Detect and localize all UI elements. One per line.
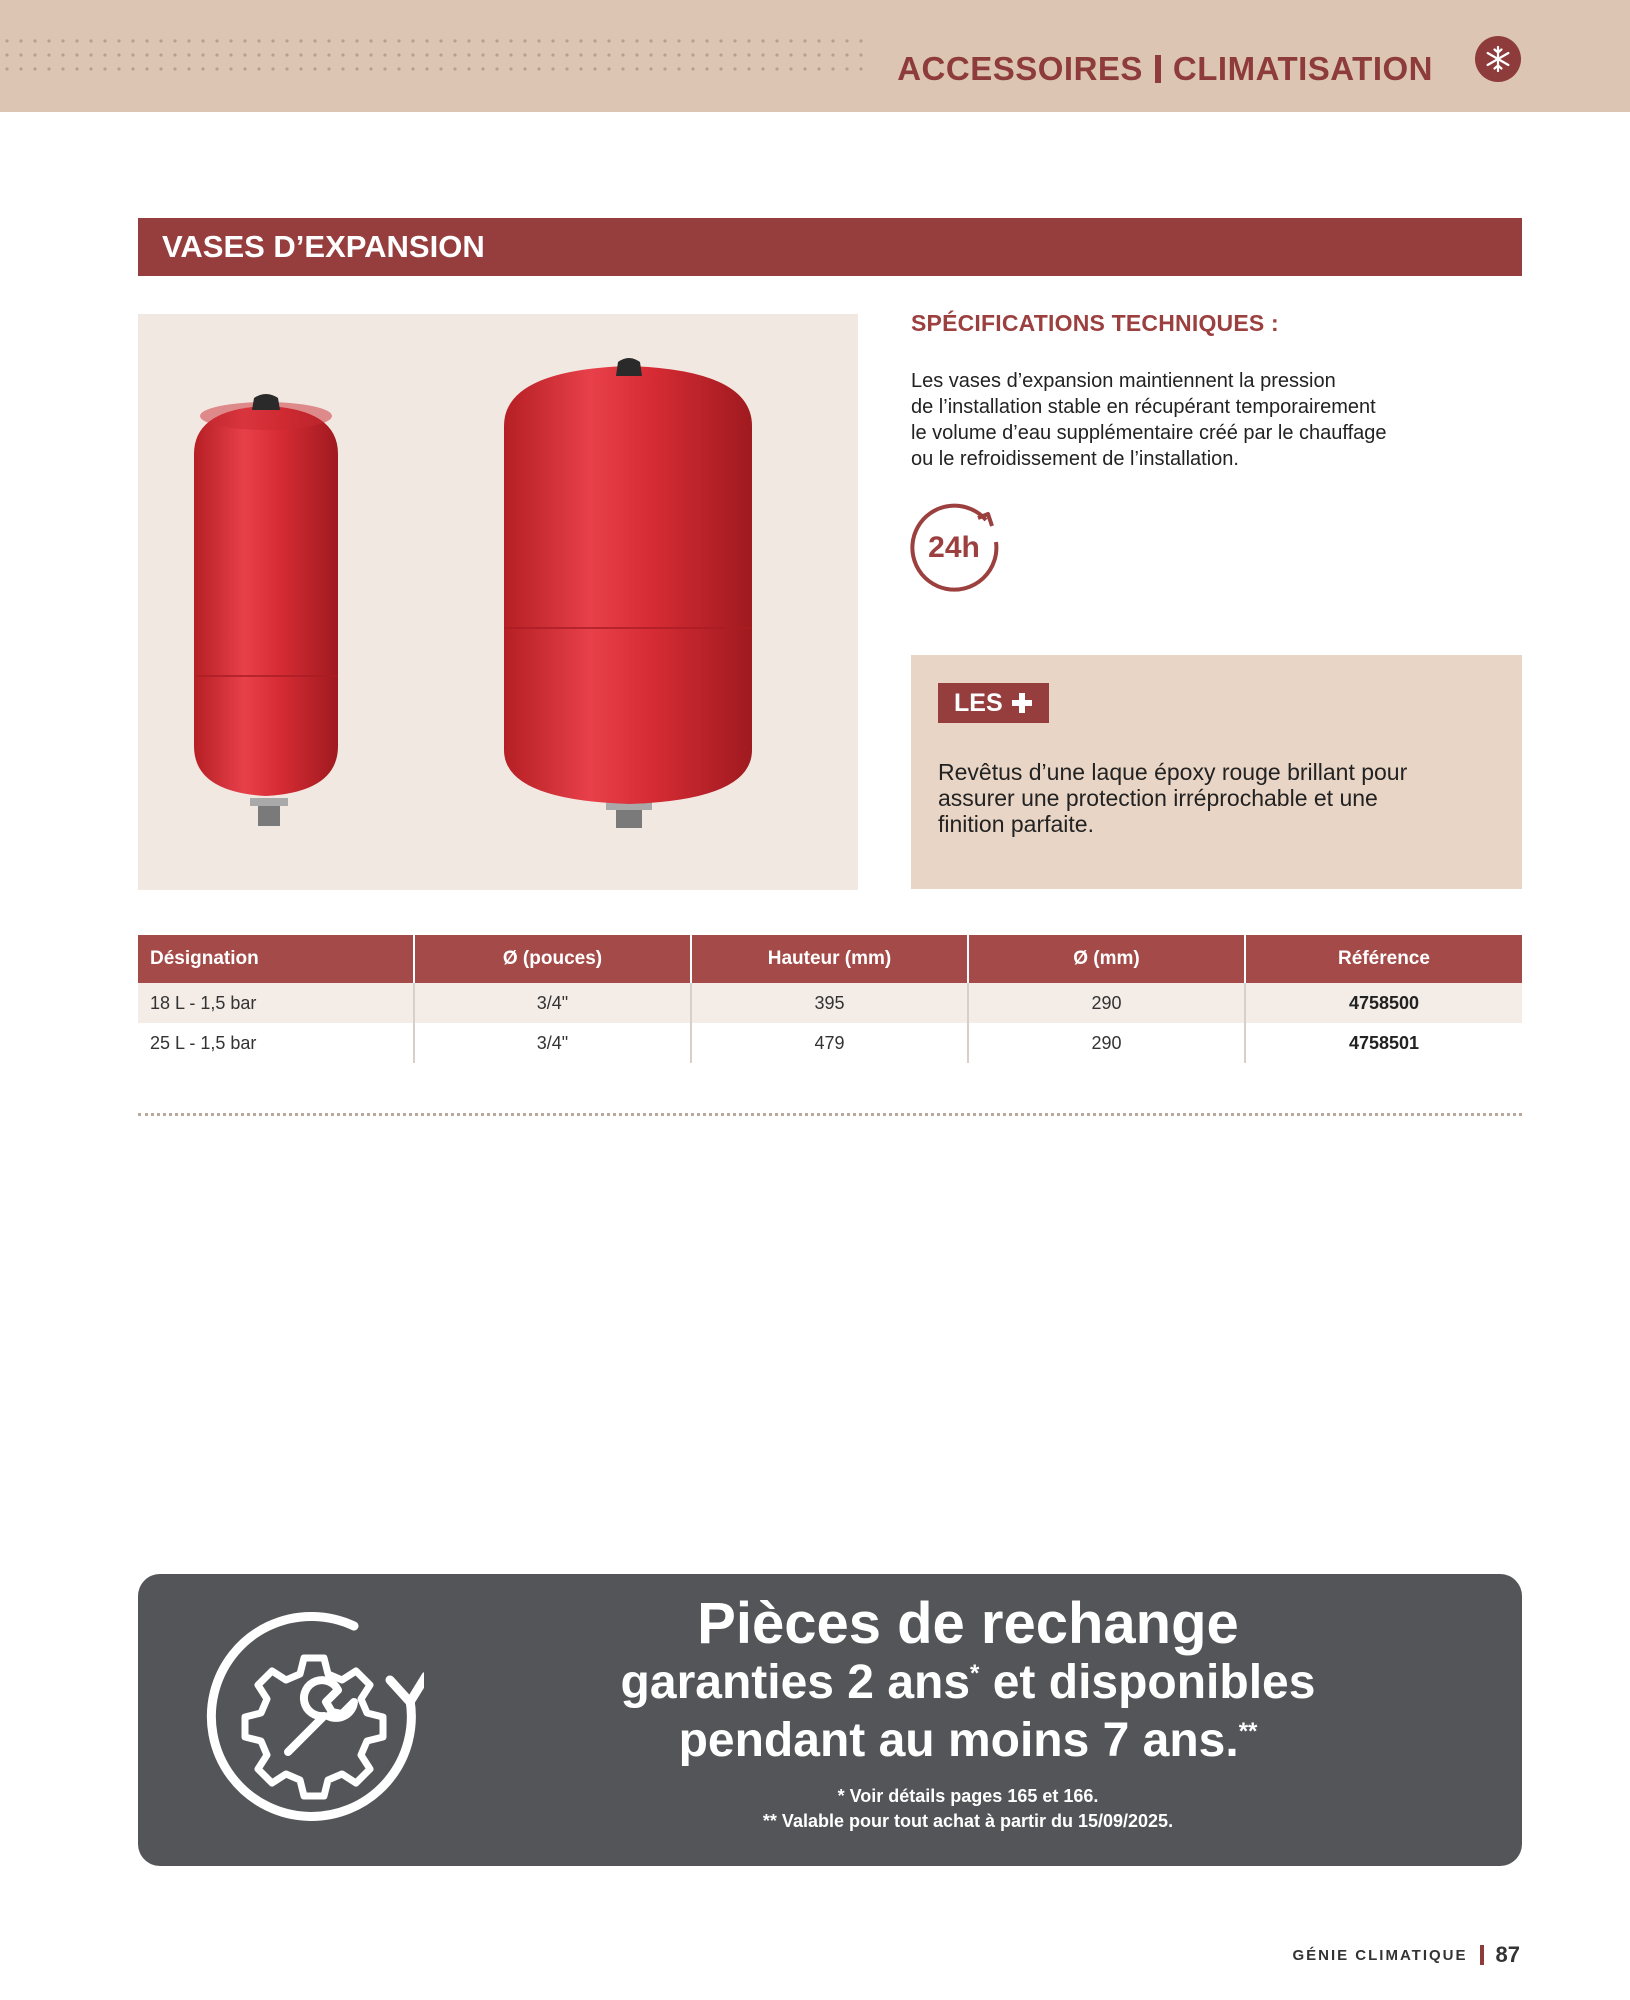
footnote-2: ** Valable pour tout achat à partir du 15/09/2025. xyxy=(762,1811,1174,1831)
table-cell: 25 L - 1,5 bar xyxy=(150,1032,257,1053)
column-header: Hauteur (mm) xyxy=(691,935,968,983)
banner-line-2-end: et disponibles xyxy=(979,1656,1316,1709)
banner-footnotes xyxy=(468,1784,1468,1834)
header-subcategory: CLIMATISATION xyxy=(1172,50,1433,87)
footnote-1: * Voir détails pages 165 et 166. xyxy=(837,1786,1099,1806)
snowflake-icon xyxy=(1475,36,1521,82)
table-cell: 18 L - 1,5 bar xyxy=(138,983,414,1023)
badge-24h-text: 24h xyxy=(928,531,980,564)
table-cell: 3/4" xyxy=(414,983,691,1023)
specs-description xyxy=(911,368,1501,472)
section-title: VASES D’EXPANSION xyxy=(138,218,1522,276)
footnote-mark: ** xyxy=(1238,1718,1258,1745)
highlights-line: assurer une protection irréprochable et une xyxy=(938,785,1378,811)
header-breadcrumb xyxy=(897,50,1433,88)
product-table xyxy=(138,935,1522,1063)
small-tank xyxy=(194,394,338,826)
column-header: Référence xyxy=(1245,935,1522,983)
footer-separator xyxy=(1480,1945,1484,1965)
table-row xyxy=(138,983,1522,1023)
banner-line-2-text: garanties 2 ans xyxy=(620,1656,971,1709)
banner-line-3 xyxy=(468,1712,1468,1770)
header-dot-pattern xyxy=(0,34,870,80)
column-header: Ø (pouces) xyxy=(414,935,691,983)
column-header: Désignation xyxy=(138,935,414,983)
header-separator xyxy=(1155,55,1161,83)
delivery-24h-icon xyxy=(908,500,1008,596)
specs-title: SPÉCIFICATIONS TECHNIQUES : xyxy=(911,310,1279,336)
banner-headline: Pièces de rechange xyxy=(697,1591,1239,1656)
spare-parts-banner xyxy=(138,1574,1522,1866)
highlights-line: Revêtus d’une laque époxy rouge brillant pour xyxy=(938,759,1408,785)
page-number: 87 xyxy=(1495,1942,1520,1967)
reference-cell: 4758501 xyxy=(1245,1023,1522,1063)
highlights-label-text: LES xyxy=(954,689,1003,717)
table-cell: 479 xyxy=(691,1023,968,1063)
reference-cell: 4758500 xyxy=(1245,983,1522,1023)
specs-line: ou le refroidissement de l’installation. xyxy=(911,448,1239,470)
large-tank xyxy=(504,358,752,828)
highlights-line: finition parfaite. xyxy=(938,811,1094,837)
page-footer xyxy=(1292,1942,1520,1968)
specs-line: Les vases d’expansion maintiennent la pression xyxy=(911,370,1336,392)
table-row xyxy=(138,1023,1522,1063)
table-header-row xyxy=(138,935,1522,983)
table-cell: 290 xyxy=(968,983,1245,1023)
banner-line-3-text: pendant au moins 7 ans. xyxy=(678,1714,1239,1767)
highlights-box xyxy=(911,655,1522,889)
header-category: ACCESSOIRES xyxy=(897,50,1143,87)
table-cell: 395 xyxy=(691,983,968,1023)
banner-line-2 xyxy=(468,1654,1468,1712)
dotted-divider xyxy=(138,1113,1522,1116)
footnote-mark: * xyxy=(970,1660,980,1687)
gear-wrench-icon xyxy=(204,1610,424,1830)
specs-line: de l’installation stable en récupérant temporairement xyxy=(911,396,1376,418)
plus-icon xyxy=(1011,692,1033,714)
product-image xyxy=(138,314,858,890)
highlights-text xyxy=(938,759,1498,837)
banner-subline xyxy=(468,1654,1468,1770)
column-header: Ø (mm) xyxy=(968,935,1245,983)
footer-section-label: GÉNIE CLIMATIQUE xyxy=(1292,1946,1468,1964)
table-cell: 3/4" xyxy=(414,1023,691,1063)
header-band xyxy=(0,0,1630,112)
highlights-label xyxy=(938,683,1049,723)
table-cell: 290 xyxy=(968,1023,1245,1063)
specs-line: le volume d’eau supplémentaire créé par le chauffage xyxy=(911,422,1387,444)
